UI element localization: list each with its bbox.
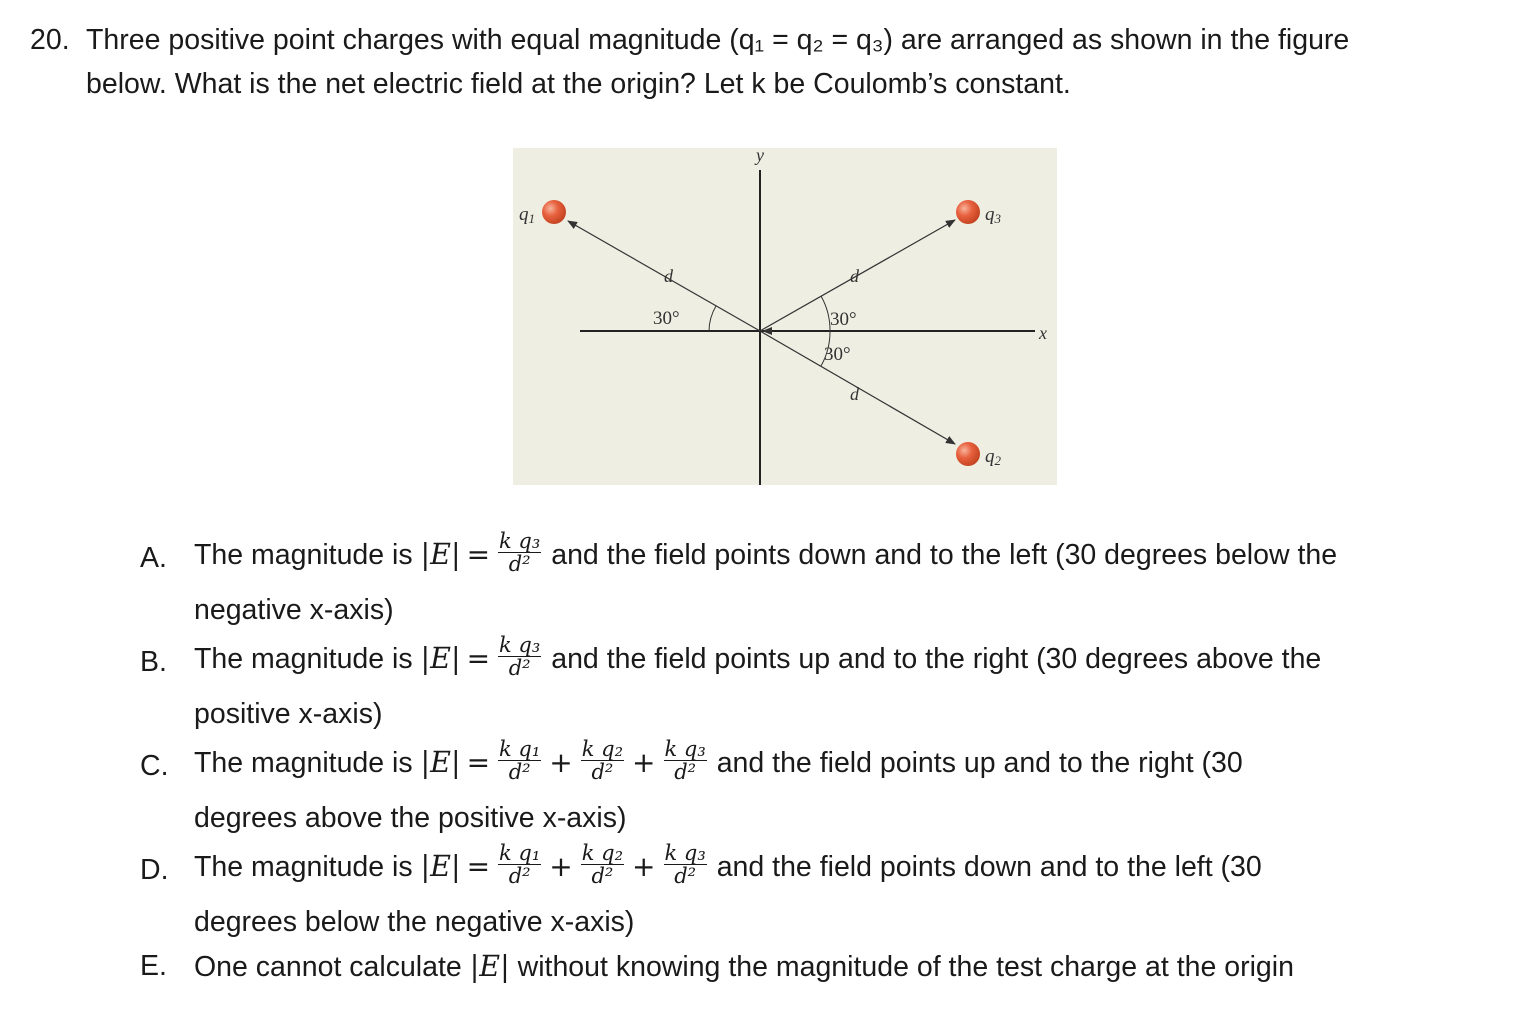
option-c-f2-den: d²	[581, 760, 624, 783]
option-d-f1-num: k q₁	[499, 841, 541, 865]
option-e-suffix: without knowing the magnitude of the test charge at the origin	[509, 951, 1294, 983]
option-d-suffix: and the field points down and to the left (30	[716, 851, 1262, 884]
option-c-f2-num: k q₂	[581, 737, 624, 761]
option-c-equals: =	[466, 746, 491, 780]
option-e-letter: E.	[140, 950, 167, 982]
question-text-line-2: below. What is the net electric field at the origin? Let k be Coulomb’s constant.	[86, 68, 1071, 100]
option-a-line2: negative x-axis)	[194, 594, 394, 626]
option-a-prefix: The magnitude is	[194, 539, 421, 572]
angle-label-lower-right: 30°	[824, 344, 851, 365]
option-d-f2-num: k q₂	[581, 841, 624, 865]
option-e-abs-e: |E|	[469, 950, 510, 983]
option-b[interactable]	[194, 633, 1322, 683]
option-d-plus-1: +	[549, 850, 573, 884]
distance-label-q3: d	[850, 266, 859, 286]
option-d-f1-den: d²	[498, 864, 541, 887]
option-d[interactable]	[194, 841, 1262, 891]
charge-label-q2: q2	[985, 446, 1001, 468]
option-c-abs-e: |E|	[420, 746, 461, 780]
question-number: 20.	[30, 24, 70, 56]
option-d-plus-2: +	[632, 850, 656, 884]
option-c-plus-2: +	[632, 746, 656, 780]
option-a-suffix: and the field points down and to the left (30 degrees below the	[551, 539, 1338, 572]
option-c-letter: C.	[140, 750, 169, 782]
option-d-fraction-1	[498, 842, 541, 887]
option-a-frac-den: d²	[498, 552, 541, 575]
option-b-fraction	[498, 634, 541, 679]
option-a-letter: A.	[140, 542, 167, 574]
option-c-f3-den: d²	[664, 760, 707, 783]
question-text-line-1: Three positive point charges with equal magnitude (q₁ = q₂ = q₃) are arranged as shown in the figure	[86, 24, 1350, 56]
option-c-plus-1: +	[549, 746, 573, 780]
option-a-frac-num: k q₃	[499, 529, 541, 553]
option-d-abs-e: |E|	[420, 850, 461, 884]
charge-q3	[956, 200, 980, 224]
option-c-line2: degrees above the positive x-axis)	[194, 802, 627, 834]
option-a-abs-e: |E|	[420, 538, 461, 572]
option-d-letter: D.	[140, 854, 169, 886]
option-b-abs-e: |E|	[420, 642, 461, 676]
option-b-frac-den: d²	[498, 656, 541, 679]
option-d-f3-den: d²	[664, 864, 707, 887]
distance-label-q1: d	[664, 266, 673, 286]
option-d-line2: degrees below the negative x-axis)	[194, 906, 635, 938]
option-c-fraction-2	[581, 738, 624, 783]
option-c-prefix: The magnitude is	[194, 747, 421, 780]
option-a[interactable]	[194, 529, 1338, 579]
option-b-line2: positive x-axis)	[194, 698, 383, 730]
option-d-equals: =	[466, 850, 491, 884]
option-d-fraction-2	[581, 842, 624, 887]
charge-label-q1: q1	[519, 204, 535, 226]
charge-diagram	[513, 148, 1057, 485]
option-b-frac-num: k q₃	[499, 633, 541, 657]
charge-q2	[956, 442, 980, 466]
angle-label-left: 30°	[653, 308, 680, 329]
distance-label-q2: d	[850, 384, 859, 404]
option-a-equals: =	[466, 538, 491, 572]
option-e-prefix: One cannot calculate	[194, 951, 470, 983]
axis-y-label: y	[756, 148, 764, 165]
option-e[interactable]	[194, 950, 1294, 984]
option-c-f3-num: k q₃	[664, 737, 706, 761]
option-b-letter: B.	[140, 646, 167, 678]
option-c-suffix: and the field points up and to the right (30	[716, 747, 1243, 780]
option-c-f1-num: k q₁	[499, 737, 541, 761]
option-b-suffix: and the field points up and to the right (30 degrees above the	[551, 643, 1322, 676]
option-c-fraction-3	[664, 738, 707, 783]
option-d-prefix: The magnitude is	[194, 851, 421, 884]
option-c[interactable]	[194, 737, 1243, 787]
option-d-fraction-3	[664, 842, 707, 887]
option-a-fraction	[498, 530, 541, 575]
option-b-prefix: The magnitude is	[194, 643, 421, 676]
option-c-fraction-1	[498, 738, 541, 783]
axis-x-label: x	[1039, 323, 1047, 343]
option-b-equals: =	[466, 642, 491, 676]
charge-q1	[542, 200, 566, 224]
option-c-f1-den: d²	[498, 760, 541, 783]
charge-label-q3: q3	[985, 204, 1001, 226]
option-d-f3-num: k q₃	[664, 841, 706, 865]
angle-label-upper-right: 30°	[830, 309, 857, 330]
option-d-f2-den: d²	[581, 864, 624, 887]
